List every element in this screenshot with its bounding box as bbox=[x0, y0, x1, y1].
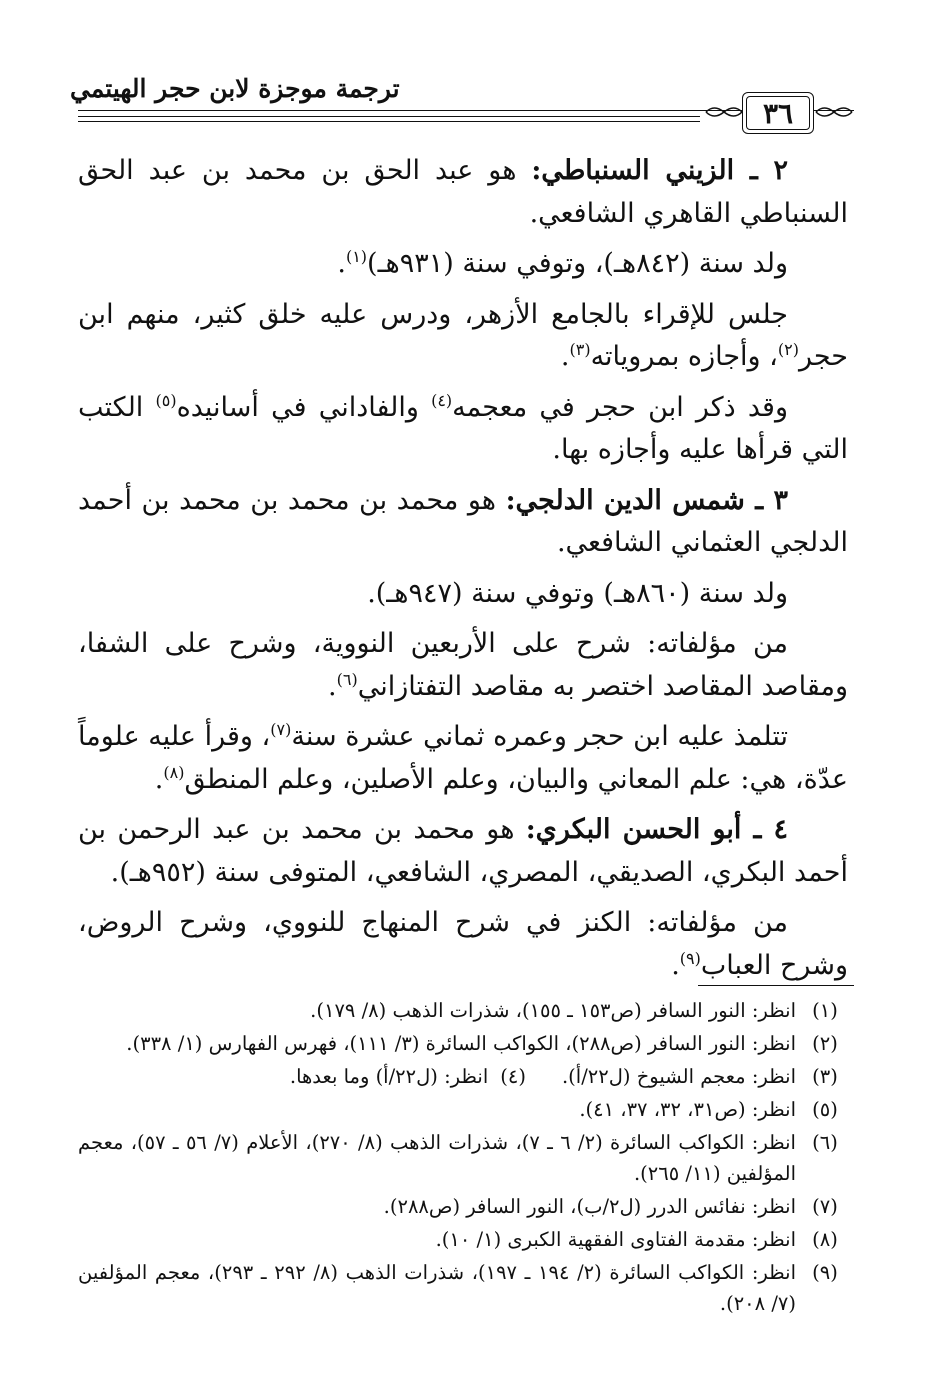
running-title: ترجمة موجزة لابن حجر الهيتمي bbox=[70, 74, 400, 103]
paragraph-text: جلس للإقراء بالجامع الأزهر، ودرس عليه خلق كثير، منهم ابن حجر bbox=[78, 298, 848, 372]
paragraph-text: ، وأجازه بمروياته bbox=[590, 341, 778, 372]
footnote bbox=[78, 1224, 846, 1255]
footnote-number: (١) bbox=[812, 999, 838, 1022]
footnote-text: انظر: الكواكب السائرة (٢/ ١٩٤ ـ ١٩٧)، شذرات الذهب (٨/ ٢٩٢ ـ ٢٩٣)، معجم المؤلفين (٧/ ٢٠٨). bbox=[78, 1261, 796, 1315]
footnote bbox=[78, 1191, 846, 1222]
footnote-number: (٤) bbox=[500, 1065, 526, 1088]
footnote-number: (٧) bbox=[812, 1195, 838, 1218]
paragraph bbox=[78, 809, 848, 894]
footnote bbox=[78, 1127, 846, 1189]
footnote-ref[interactable]: (٤) bbox=[431, 390, 453, 410]
paragraph bbox=[78, 150, 848, 235]
scholar-name: ٢ ـ الزيني السنباطي: bbox=[531, 155, 788, 186]
paragraph-text: . bbox=[671, 949, 680, 981]
footnote-text: انظر: النور السافر (ص٢٨٨)، الكواكب السائرة (٣/ ١١١)، فهرس الفهارس (١/ ٣٣٨). bbox=[126, 1032, 796, 1055]
footnote-number: (٢) bbox=[812, 1032, 838, 1055]
footnote-ref[interactable]: (٣) bbox=[569, 340, 591, 359]
paragraph-text: . bbox=[337, 248, 346, 279]
paragraph-text: . bbox=[328, 670, 337, 702]
paragraph-text: من مؤلفاته: شرح على الأربعين النووية، وشرح على الشفا، ومقاصد المقاصد اختصر به مقاصد التفتازاني bbox=[78, 628, 848, 702]
footnote-text: انظر: النور السافر (ص١٥٣ ـ ١٥٥)، شذرات الذهب (٨/ ١٧٩). bbox=[310, 999, 796, 1022]
paragraph-text: هو محمد بن محمد بن عبد الرحمن بن أحمد البكري، الصديقي، المصري، الشافعي، المتوفى سنة (٩٥٢هـ). bbox=[78, 814, 848, 888]
paragraph bbox=[78, 243, 848, 286]
paragraph bbox=[78, 716, 848, 801]
paragraph-text: هو محمد بن محمد بن محمد بن أحمد الدلجي العثماني الشافعي. bbox=[78, 484, 848, 558]
paragraph-text: وقد ذكر ابن حجر في معجمه bbox=[452, 391, 788, 423]
footnote-number: (٦) bbox=[812, 1131, 838, 1154]
footnote-number: (٨) bbox=[812, 1228, 838, 1251]
footnote-text: انظر: مقدمة الفتاوى الفقهية الكبرى (١/ ١٠). bbox=[435, 1228, 796, 1251]
paragraph bbox=[78, 573, 848, 616]
footnote-number: (٥) bbox=[812, 1098, 838, 1121]
paragraph bbox=[78, 480, 848, 565]
paragraph-text: والفاداني في أسانيده bbox=[176, 391, 432, 423]
footnote bbox=[78, 1061, 846, 1092]
footnote-text: انظر: الكواكب السائرة (٢/ ٦ ـ ٧)، شذرات الذهب (٨/ ٢٧٠)، الأعلام (٧/ ٥٦ ـ ٥٧)، معجم المؤلفين (١١/ ٢٦٥). bbox=[78, 1131, 796, 1185]
paragraph-text: . bbox=[154, 763, 164, 795]
footnote-text: انظر: معجم الشيوخ (ل٢٢/أ). bbox=[561, 1065, 796, 1088]
footnote-ref[interactable]: (٩) bbox=[679, 948, 701, 968]
footnote-ref[interactable]: (٢) bbox=[777, 340, 799, 359]
page-number: ٣٦ bbox=[762, 96, 794, 130]
footnote-text: انظر: (ل٢٢/أ) وما بعدها. bbox=[289, 1065, 489, 1088]
footnote-number: (٩) bbox=[812, 1261, 838, 1284]
footnote-text: انظر: (ص٣١، ٣٢، ٣٧، ٤١). bbox=[579, 1098, 796, 1121]
paragraph-text: تتلمذ عليه ابن حجر وعمره ثماني عشرة سنة bbox=[291, 721, 788, 752]
footnote-ref[interactable]: (١) bbox=[345, 247, 368, 266]
footnote-ref[interactable]: (٨) bbox=[163, 762, 185, 782]
footnote bbox=[78, 1257, 846, 1319]
main-text bbox=[78, 150, 848, 995]
paragraph bbox=[78, 902, 848, 987]
footnote bbox=[78, 995, 846, 1026]
footnote-ref[interactable]: (٦) bbox=[336, 669, 358, 689]
paragraph-text: ولد سنة (٨٤٢هـ)، وتوفي سنة (٩٣١هـ) bbox=[367, 248, 788, 279]
paragraph-text: ولد سنة (٨٦٠هـ) وتوفي سنة (٩٤٧هـ). bbox=[367, 577, 788, 609]
page-number-frame bbox=[742, 92, 814, 134]
footnote-ref[interactable]: (٧) bbox=[270, 720, 292, 739]
footnote-number: (٣) bbox=[812, 1065, 838, 1088]
paragraph-text: . bbox=[560, 341, 570, 372]
paragraph-text: الكتب التي قرأها عليه وأجازه بها. bbox=[78, 391, 848, 465]
footnote bbox=[78, 1094, 846, 1125]
footnote bbox=[78, 1028, 846, 1059]
footnotes bbox=[78, 995, 846, 1321]
header-rule bbox=[78, 121, 700, 122]
header-rule bbox=[78, 116, 700, 117]
paragraph bbox=[78, 294, 848, 379]
footnote-ref[interactable]: (٥) bbox=[155, 390, 177, 410]
paragraph-text: هو عبد الحق بن محمد بن عبد الحق السنباطي القاهري الشافعي. bbox=[78, 155, 848, 229]
paragraph-text: من مؤلفاته: الكنز في شرح المنهاج للنووي، وشرح الروض، وشرح العباب bbox=[78, 907, 848, 981]
footnote-separator bbox=[698, 985, 854, 986]
paragraph bbox=[78, 623, 848, 708]
paragraph bbox=[78, 387, 848, 472]
ornament-icon bbox=[704, 103, 744, 121]
footnote-text: انظر: نفائس الدرر (ل٢/ب)، النور السافر (ص٢٨٨). bbox=[383, 1195, 796, 1218]
scholar-name: ٤ ـ أبو الحسن البكري: bbox=[525, 814, 788, 845]
paragraph-text: ، وقرأ عليه علوماً عدّة، هي: علم المعاني والبيان، وعلم الأصلين، وعلم المنطق bbox=[78, 721, 848, 795]
ornament-icon bbox=[814, 103, 854, 121]
scholar-name: ٣ ـ شمس الدين الدلجي: bbox=[505, 484, 788, 516]
footnote-pair bbox=[78, 1061, 796, 1092]
